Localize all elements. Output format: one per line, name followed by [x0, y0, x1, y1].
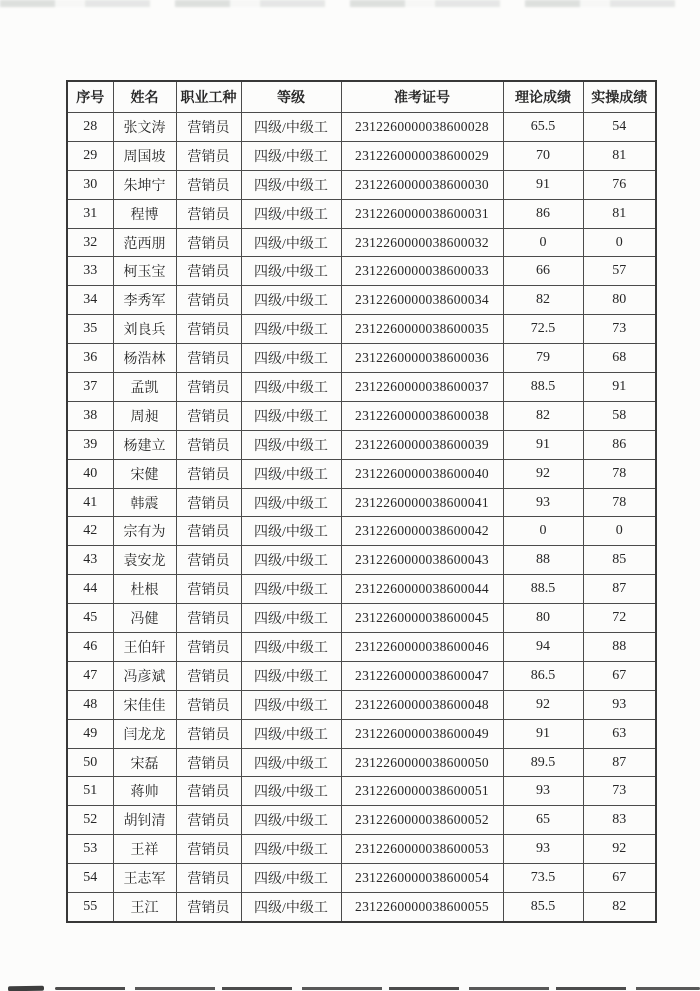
- cell-ticket-no: 2312260000038600046: [341, 633, 503, 662]
- cell-seq: 29: [67, 141, 113, 170]
- table-row: [67, 170, 656, 199]
- cell-theory-score: 91: [503, 170, 583, 199]
- cell-ticket-no: 2312260000038600042: [341, 517, 503, 546]
- cell-theory-score: 79: [503, 344, 583, 373]
- cell-seq: 49: [67, 719, 113, 748]
- cell-occupation: 营销员: [176, 257, 241, 286]
- cell-seq: 35: [67, 315, 113, 344]
- cell-name: 宋磊: [113, 748, 176, 777]
- table-row: [67, 864, 656, 893]
- cell-practical-score: 0: [583, 517, 656, 546]
- cell-theory-score: 88.5: [503, 373, 583, 402]
- cell-occupation: 营销员: [176, 113, 241, 142]
- cell-name: 蒋帅: [113, 777, 176, 806]
- cell-theory-score: 93: [503, 835, 583, 864]
- cell-name: 张文涛: [113, 113, 176, 142]
- cell-practical-score: 83: [583, 806, 656, 835]
- table-header: [67, 81, 656, 113]
- column-header-seq: 序号: [67, 81, 113, 113]
- cell-level: 四级/中级工: [241, 604, 341, 633]
- cell-theory-score: 89.5: [503, 748, 583, 777]
- cell-seq: 47: [67, 661, 113, 690]
- cell-ticket-no: 2312260000038600035: [341, 315, 503, 344]
- cell-ticket-no: 2312260000038600043: [341, 546, 503, 575]
- cell-name: 韩震: [113, 488, 176, 517]
- column-header-level: 等级: [241, 81, 341, 113]
- cell-occupation: 营销员: [176, 199, 241, 228]
- cell-theory-score: 0: [503, 517, 583, 546]
- cell-occupation: 营销员: [176, 748, 241, 777]
- cell-seq: 54: [67, 864, 113, 893]
- cell-level: 四级/中级工: [241, 633, 341, 662]
- cell-level: 四级/中级工: [241, 286, 341, 315]
- cell-theory-score: 94: [503, 633, 583, 662]
- cell-occupation: 营销员: [176, 430, 241, 459]
- cell-practical-score: 88: [583, 633, 656, 662]
- cell-seq: 42: [67, 517, 113, 546]
- table-row: [67, 777, 656, 806]
- cell-name: 程博: [113, 199, 176, 228]
- cell-seq: 28: [67, 113, 113, 142]
- cell-name: 李秀军: [113, 286, 176, 315]
- cell-practical-score: 73: [583, 315, 656, 344]
- cell-level: 四级/中级工: [241, 835, 341, 864]
- table-row: [67, 401, 656, 430]
- cell-practical-score: 82: [583, 893, 656, 922]
- cell-level: 四级/中级工: [241, 344, 341, 373]
- cell-occupation: 营销员: [176, 459, 241, 488]
- table-row: [67, 633, 656, 662]
- column-header-name: 姓名: [113, 81, 176, 113]
- table-body: [67, 113, 656, 922]
- cell-seq: 43: [67, 546, 113, 575]
- cell-practical-score: 58: [583, 401, 656, 430]
- cell-name: 王江: [113, 893, 176, 922]
- cell-level: 四级/中级工: [241, 777, 341, 806]
- cell-seq: 45: [67, 604, 113, 633]
- cell-practical-score: 93: [583, 690, 656, 719]
- cell-name: 杨建立: [113, 430, 176, 459]
- table-row: [67, 806, 656, 835]
- cell-theory-score: 88.5: [503, 575, 583, 604]
- cell-seq: 48: [67, 690, 113, 719]
- table-row: [67, 459, 656, 488]
- cell-seq: 46: [67, 633, 113, 662]
- cell-occupation: 营销员: [176, 228, 241, 257]
- table-row: [67, 835, 656, 864]
- cell-name: 朱坤宁: [113, 170, 176, 199]
- cell-seq: 31: [67, 199, 113, 228]
- cell-theory-score: 72.5: [503, 315, 583, 344]
- cell-name: 杨浩林: [113, 344, 176, 373]
- cell-theory-score: 93: [503, 488, 583, 517]
- cell-level: 四级/中级工: [241, 488, 341, 517]
- table-row: [67, 604, 656, 633]
- cell-theory-score: 91: [503, 430, 583, 459]
- cell-occupation: 营销员: [176, 893, 241, 922]
- cell-name: 柯玉宝: [113, 257, 176, 286]
- cell-seq: 55: [67, 893, 113, 922]
- cell-level: 四级/中级工: [241, 719, 341, 748]
- cell-ticket-no: 2312260000038600055: [341, 893, 503, 922]
- cell-occupation: 营销员: [176, 690, 241, 719]
- cell-practical-score: 73: [583, 777, 656, 806]
- cell-ticket-no: 2312260000038600031: [341, 199, 503, 228]
- cell-occupation: 营销员: [176, 286, 241, 315]
- column-header-ticket-no: 准考证号: [341, 81, 503, 113]
- column-header-occupation: 职业工种: [176, 81, 241, 113]
- cell-occupation: 营销员: [176, 864, 241, 893]
- cell-occupation: 营销员: [176, 315, 241, 344]
- cell-occupation: 营销员: [176, 661, 241, 690]
- cell-seq: 36: [67, 344, 113, 373]
- cell-practical-score: 54: [583, 113, 656, 142]
- table-row: [67, 488, 656, 517]
- cell-level: 四级/中级工: [241, 401, 341, 430]
- cell-ticket-no: 2312260000038600045: [341, 604, 503, 633]
- cell-occupation: 营销员: [176, 546, 241, 575]
- cell-theory-score: 80: [503, 604, 583, 633]
- cell-theory-score: 66: [503, 257, 583, 286]
- table-row: [67, 893, 656, 922]
- cell-name: 闫龙龙: [113, 719, 176, 748]
- cell-theory-score: 82: [503, 401, 583, 430]
- table-row: [67, 228, 656, 257]
- cell-level: 四级/中级工: [241, 199, 341, 228]
- cell-occupation: 营销员: [176, 633, 241, 662]
- cell-name: 范西朋: [113, 228, 176, 257]
- table-row: [67, 141, 656, 170]
- cell-practical-score: 57: [583, 257, 656, 286]
- cell-practical-score: 81: [583, 141, 656, 170]
- cell-ticket-no: 2312260000038600051: [341, 777, 503, 806]
- cell-level: 四级/中级工: [241, 893, 341, 922]
- cell-level: 四级/中级工: [241, 170, 341, 199]
- cell-seq: 41: [67, 488, 113, 517]
- cell-occupation: 营销员: [176, 719, 241, 748]
- cell-name: 宋佳佳: [113, 690, 176, 719]
- cell-theory-score: 92: [503, 690, 583, 719]
- cell-name: 王伯轩: [113, 633, 176, 662]
- cell-practical-score: 87: [583, 748, 656, 777]
- cell-practical-score: 87: [583, 575, 656, 604]
- cell-occupation: 营销员: [176, 141, 241, 170]
- exam-score-table: [66, 80, 657, 923]
- cell-practical-score: 76: [583, 170, 656, 199]
- cell-name: 王祥: [113, 835, 176, 864]
- cell-ticket-no: 2312260000038600037: [341, 373, 503, 402]
- cell-level: 四级/中级工: [241, 459, 341, 488]
- cell-seq: 30: [67, 170, 113, 199]
- table-row: [67, 113, 656, 142]
- cell-ticket-no: 2312260000038600030: [341, 170, 503, 199]
- table-row: [67, 430, 656, 459]
- cell-ticket-no: 2312260000038600049: [341, 719, 503, 748]
- cell-level: 四级/中级工: [241, 113, 341, 142]
- table-row: [67, 517, 656, 546]
- cell-practical-score: 63: [583, 719, 656, 748]
- cell-theory-score: 88: [503, 546, 583, 575]
- cell-ticket-no: 2312260000038600050: [341, 748, 503, 777]
- cell-level: 四级/中级工: [241, 806, 341, 835]
- cell-seq: 37: [67, 373, 113, 402]
- cell-name: 胡钊清: [113, 806, 176, 835]
- cell-ticket-no: 2312260000038600048: [341, 690, 503, 719]
- cell-ticket-no: 2312260000038600044: [341, 575, 503, 604]
- cell-level: 四级/中级工: [241, 315, 341, 344]
- cell-level: 四级/中级工: [241, 373, 341, 402]
- cell-ticket-no: 2312260000038600054: [341, 864, 503, 893]
- cell-practical-score: 68: [583, 344, 656, 373]
- table-row: [67, 748, 656, 777]
- table-row: [67, 546, 656, 575]
- cell-seq: 52: [67, 806, 113, 835]
- cell-occupation: 营销员: [176, 344, 241, 373]
- cell-level: 四级/中级工: [241, 661, 341, 690]
- cell-theory-score: 82: [503, 286, 583, 315]
- cell-practical-score: 0: [583, 228, 656, 257]
- column-header-theory-score: 理论成绩: [503, 81, 583, 113]
- table-row: [67, 690, 656, 719]
- cell-level: 四级/中级工: [241, 748, 341, 777]
- cell-ticket-no: 2312260000038600033: [341, 257, 503, 286]
- cell-ticket-no: 2312260000038600041: [341, 488, 503, 517]
- cell-ticket-no: 2312260000038600039: [341, 430, 503, 459]
- cell-practical-score: 78: [583, 488, 656, 517]
- cell-practical-score: 80: [583, 286, 656, 315]
- cell-name: 孟凯: [113, 373, 176, 402]
- cell-ticket-no: 2312260000038600038: [341, 401, 503, 430]
- cell-seq: 44: [67, 575, 113, 604]
- cell-occupation: 营销员: [176, 604, 241, 633]
- cell-seq: 40: [67, 459, 113, 488]
- cell-name: 袁安龙: [113, 546, 176, 575]
- cell-theory-score: 85.5: [503, 893, 583, 922]
- cell-theory-score: 86.5: [503, 661, 583, 690]
- cell-seq: 34: [67, 286, 113, 315]
- cell-practical-score: 91: [583, 373, 656, 402]
- cell-name: 宗有为: [113, 517, 176, 546]
- cell-ticket-no: 2312260000038600040: [341, 459, 503, 488]
- cell-level: 四级/中级工: [241, 546, 341, 575]
- cell-practical-score: 86: [583, 430, 656, 459]
- cell-name: 刘良兵: [113, 315, 176, 344]
- cell-ticket-no: 2312260000038600029: [341, 141, 503, 170]
- cell-practical-score: 85: [583, 546, 656, 575]
- cell-level: 四级/中级工: [241, 690, 341, 719]
- cell-theory-score: 65: [503, 806, 583, 835]
- cell-seq: 50: [67, 748, 113, 777]
- cell-level: 四级/中级工: [241, 575, 341, 604]
- cell-occupation: 营销员: [176, 806, 241, 835]
- table-row: [67, 373, 656, 402]
- table-row: [67, 257, 656, 286]
- cell-name: 王志军: [113, 864, 176, 893]
- cell-theory-score: 0: [503, 228, 583, 257]
- cell-name: 宋健: [113, 459, 176, 488]
- cell-theory-score: 92: [503, 459, 583, 488]
- cell-level: 四级/中级工: [241, 430, 341, 459]
- cell-theory-score: 65.5: [503, 113, 583, 142]
- cell-seq: 33: [67, 257, 113, 286]
- cell-name: 周昶: [113, 401, 176, 430]
- cell-name: 周国坡: [113, 141, 176, 170]
- cell-theory-score: 73.5: [503, 864, 583, 893]
- cell-name: 杜根: [113, 575, 176, 604]
- cell-name: 冯彦斌: [113, 661, 176, 690]
- cell-occupation: 营销员: [176, 373, 241, 402]
- table-row: [67, 719, 656, 748]
- cell-ticket-no: 2312260000038600032: [341, 228, 503, 257]
- cell-ticket-no: 2312260000038600052: [341, 806, 503, 835]
- cell-ticket-no: 2312260000038600028: [341, 113, 503, 142]
- cell-theory-score: 91: [503, 719, 583, 748]
- cell-seq: 51: [67, 777, 113, 806]
- cell-occupation: 营销员: [176, 575, 241, 604]
- cell-practical-score: 72: [583, 604, 656, 633]
- cell-ticket-no: 2312260000038600036: [341, 344, 503, 373]
- cell-occupation: 营销员: [176, 777, 241, 806]
- table-row: [67, 199, 656, 228]
- cell-theory-score: 86: [503, 199, 583, 228]
- cell-seq: 32: [67, 228, 113, 257]
- cell-practical-score: 81: [583, 199, 656, 228]
- table-row: [67, 661, 656, 690]
- cell-occupation: 营销员: [176, 401, 241, 430]
- cell-level: 四级/中级工: [241, 228, 341, 257]
- cell-occupation: 营销员: [176, 835, 241, 864]
- cell-practical-score: 67: [583, 864, 656, 893]
- scan-artifact-bottom-line: [55, 987, 700, 990]
- cell-ticket-no: 2312260000038600053: [341, 835, 503, 864]
- cell-occupation: 营销员: [176, 517, 241, 546]
- cell-ticket-no: 2312260000038600047: [341, 661, 503, 690]
- cell-occupation: 营销员: [176, 488, 241, 517]
- table-row: [67, 575, 656, 604]
- table-header-row: [67, 81, 656, 113]
- scan-artifact-bottom-blob: [8, 986, 44, 991]
- cell-theory-score: 93: [503, 777, 583, 806]
- cell-theory-score: 70: [503, 141, 583, 170]
- cell-seq: 53: [67, 835, 113, 864]
- table-row: [67, 344, 656, 373]
- cell-level: 四级/中级工: [241, 517, 341, 546]
- cell-seq: 38: [67, 401, 113, 430]
- cell-practical-score: 67: [583, 661, 656, 690]
- cell-ticket-no: 2312260000038600034: [341, 286, 503, 315]
- cell-level: 四级/中级工: [241, 141, 341, 170]
- cell-level: 四级/中级工: [241, 864, 341, 893]
- table-row: [67, 315, 656, 344]
- cell-name: 冯健: [113, 604, 176, 633]
- column-header-practical-score: 实操成绩: [583, 81, 656, 113]
- cell-practical-score: 92: [583, 835, 656, 864]
- scan-artifact-top: [0, 0, 700, 7]
- cell-level: 四级/中级工: [241, 257, 341, 286]
- cell-seq: 39: [67, 430, 113, 459]
- table-row: [67, 286, 656, 315]
- cell-occupation: 营销员: [176, 170, 241, 199]
- cell-practical-score: 78: [583, 459, 656, 488]
